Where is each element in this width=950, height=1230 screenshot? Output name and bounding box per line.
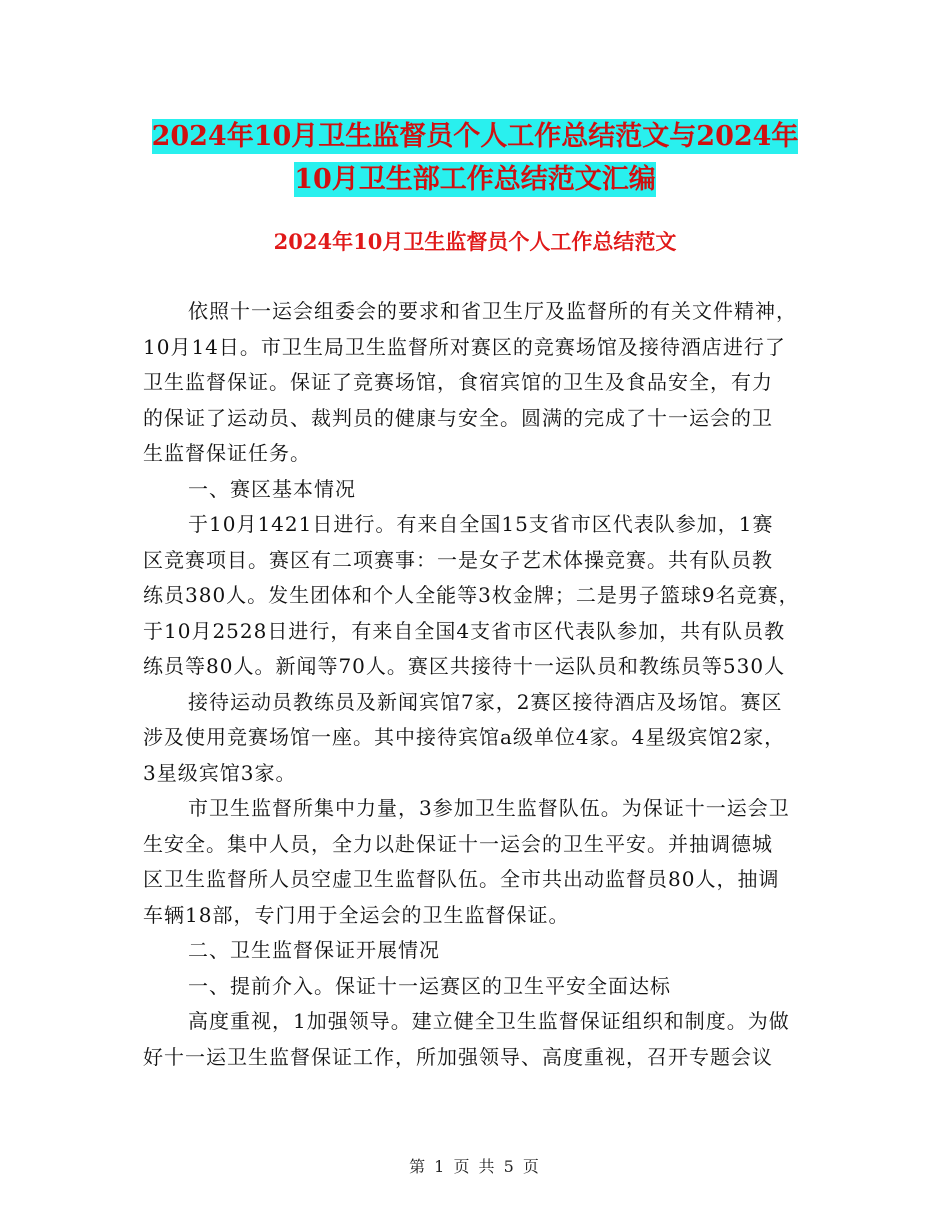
- text-line: 接待运动员教练员及新闻宾馆7家，2赛区接待酒店及场馆。赛区: [188, 689, 783, 714]
- text-line: 车辆18部，专门用于全运会的卫生监督保证。: [143, 902, 570, 927]
- title-highlight: 2024年10月卫生监督员个人工作总结范文与2024年: [151, 121, 799, 152]
- text-line: 一、赛区基本情况: [188, 476, 356, 501]
- section-title: 2024年10月卫生监督员个人工作总结范文: [273, 229, 677, 254]
- text-line: 好十一运卫生监督保证工作，所加强领导、高度重视，召开专题会议: [143, 1044, 773, 1069]
- document-title-line-2: [0, 157, 950, 196]
- text-line: 二、卫生监督保证开展情况: [188, 938, 440, 962]
- text-line: 于10月2528日进行，有来自全国4支省市区代表队参加，共有队员教: [143, 618, 786, 643]
- text-line: 卫生监督保证。保证了竞赛场馆，食宿宾馆的卫生及食品安全，有力: [143, 370, 773, 394]
- text-line: 区卫生监督所人员空虚卫生监督队伍。全市共出动监督员80人，抽调: [143, 867, 780, 891]
- text-line: 生监督保证任务。: [143, 441, 311, 465]
- text-line: 生安全。集中人员，全力以赴保证十一运会的卫生平安。并抽调德城: [143, 831, 773, 856]
- text-line: 练员等80人。新闻等70人。赛区共接待十一运队员和教练员等530人: [143, 654, 786, 678]
- text-line: 涉及使用竞赛场馆一座。其中接待宾馆a级单位4家。4星级宾馆2家，: [143, 725, 786, 749]
- text-line: 于10月1421日进行。有来自全国15支省市区代表队参加，1赛: [188, 512, 774, 536]
- document-title-line-1: [0, 114, 950, 153]
- text-line: 依照十一运会组委会的要求和省卫生厅及监督所的有关文件精神，: [188, 299, 797, 323]
- text-line: 高度重视，1加强领导。建立健全卫生监督保证组织和制度。为做: [188, 1009, 790, 1033]
- page-footer: 第 1 页 共 5 页: [409, 1157, 541, 1176]
- text-line: 区竞赛项目。赛区有二项赛事：一是女子艺术体操竞赛。共有队员教: [143, 547, 773, 572]
- title-highlight: 10月卫生部工作总结范文汇编: [294, 164, 656, 195]
- text-line: 10月14日。市卫生局卫生监督所对赛区的竞赛场馆及接待酒店进行了: [143, 334, 786, 359]
- text-line: 市卫生监督所集中力量，3参加卫生监督队伍。为保证十一运会卫: [188, 796, 790, 820]
- body-text: [143, 294, 811, 1075]
- text-line: 一、提前介入。保证十一运赛区的卫生平安全面达标: [188, 973, 671, 998]
- text-line: 的保证了运动员、裁判员的健康与安全。圆满的完成了十一运会的卫: [143, 405, 773, 430]
- text-line: 3星级宾馆3家。: [143, 760, 297, 785]
- text-line: 练员380人。发生团体和个人全能等3枚金牌；二是男子篮球9名竞赛，: [143, 583, 800, 607]
